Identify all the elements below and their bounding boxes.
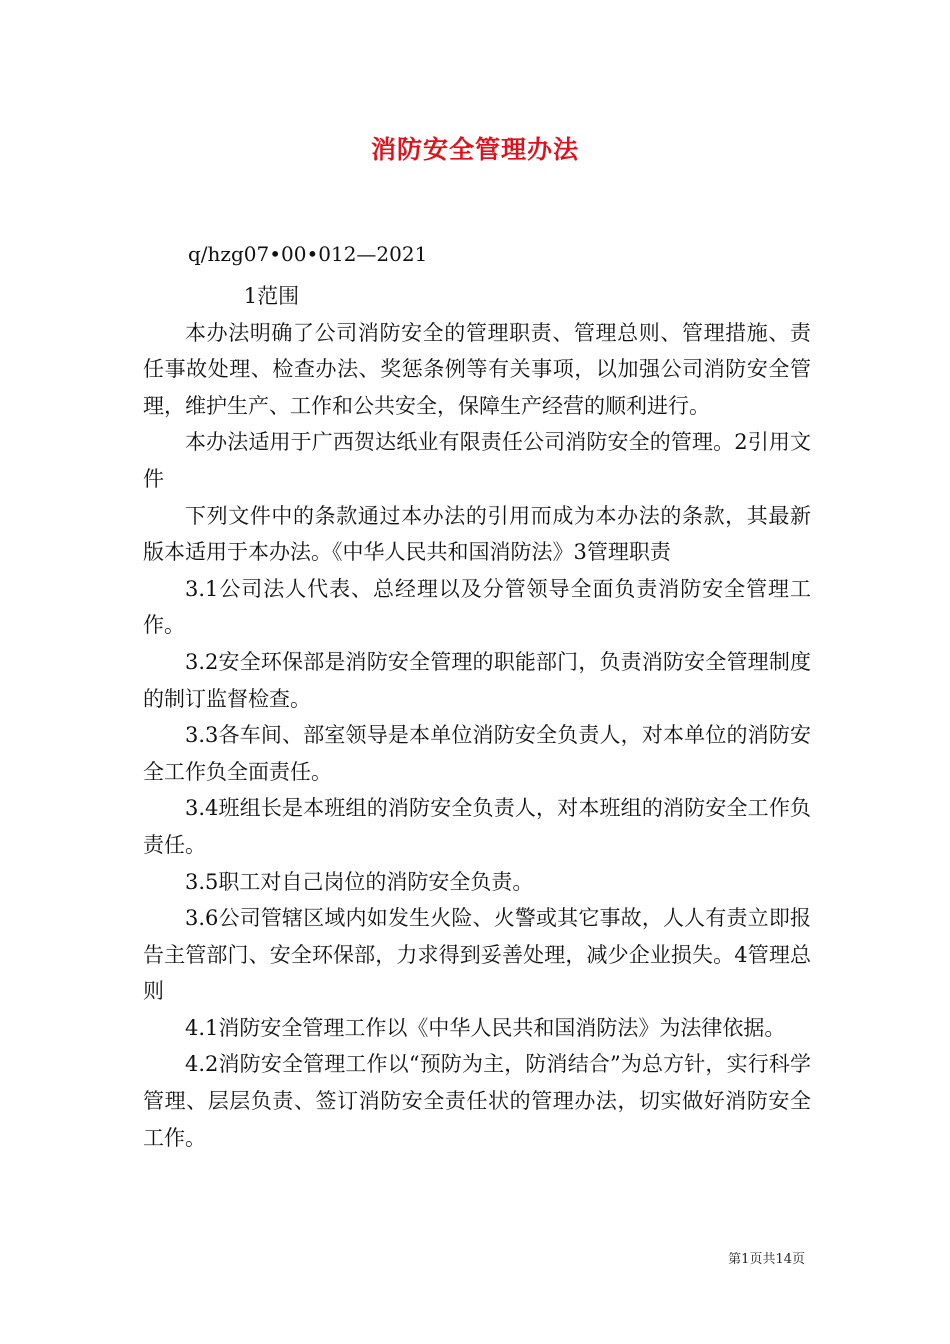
page-number: 第1页共14页 [728, 1252, 805, 1267]
paragraph: 3.6公司管辖区域内如发生火险、火警或其它事故，人人有责立即报告主管部门、安全环保部，力求得到妥善处理，减少企业损失。4管理总则 [143, 906, 811, 1004]
paragraph: 本办法明确了公司消防安全的管理职责、管理总则、管理措施、责任事故处理、检查办法、奖惩条例等有关事项，以加强公司消防安全管理，维护生产、工作和公共安全，保障生产经营的顺利进行。 [143, 320, 811, 418]
paragraph: 3.5职工对自己岗位的消防安全负责。 [185, 869, 534, 894]
paragraph: 本办法适用于广西贺达纸业有限责任公司消防安全的管理。2引用文件 [143, 430, 811, 491]
document-code: q/hzg07•00•012—2021 [188, 242, 428, 266]
document-title: 消防安全管理办法 [370, 135, 579, 164]
paragraph: 3.3各车间、部室领导是本单位消防安全负责人，对本单位的消防安全工作负全面责任。 [143, 723, 811, 784]
paragraph: 下列文件中的条款通过本办法的引用而成为本办法的条款，其最新版本适用于本办法。《中华人民共和国消防法》3管理职责 [143, 503, 811, 565]
paragraph: 3.4班组长是本班组的消防安全负责人，对本班组的消防安全工作负责任。 [143, 796, 811, 857]
section-heading-scope: 1范围 [243, 284, 300, 308]
paragraph: 4.2消防安全管理工作以“预防为主，防消结合”为总方针，实行科学管理、层层负责、签订消防安全责任状的管理办法，切实做好消防安全工作。 [143, 1052, 811, 1150]
paragraph: 3.2安全环保部是消防安全管理的职能部门，负责消防安全管理制度的制订监督检查。 [143, 649, 811, 711]
paragraph: 4.1消防安全管理工作以《中华人民共和国消防法》为法律依据。 [185, 1015, 786, 1040]
document-body [143, 278, 811, 1156]
paragraph: 3.1公司法人代表、总经理以及分管领导全面负责消防安全管理工作。 [143, 576, 811, 638]
